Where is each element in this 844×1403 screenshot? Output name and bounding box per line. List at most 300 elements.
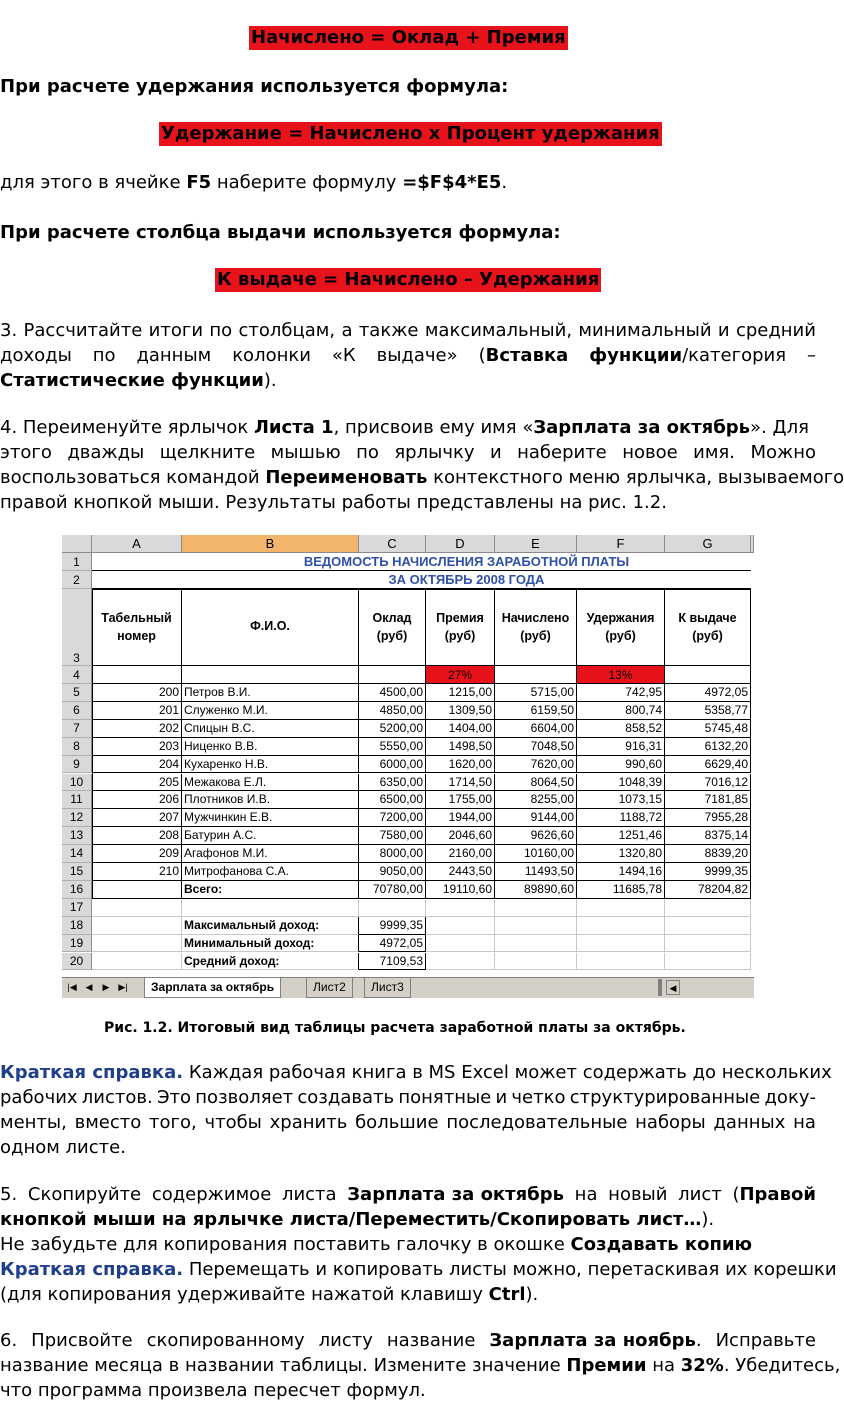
word: понятные <box>398 1087 492 1108</box>
value-cell[interactable]: 9999,35 <box>665 863 751 881</box>
table-top-border <box>92 589 751 590</box>
word: щелкните <box>159 442 256 463</box>
stat-label-cell[interactable]: Средний доход: <box>182 953 359 971</box>
row-header-5[interactable]: 5 <box>62 684 92 702</box>
step6-line1 <box>0 1328 816 1353</box>
word: доку- <box>764 1087 816 1108</box>
value-cell[interactable]: 208 <box>92 827 182 845</box>
word: доходы <box>0 345 72 366</box>
row-header-15[interactable]: 15 <box>62 863 92 881</box>
column-header-c[interactable]: C <box>359 535 426 553</box>
row-header-20[interactable]: 20 <box>62 953 92 971</box>
word: и <box>495 1087 508 1108</box>
row-header-11[interactable]: 11 <box>62 791 92 809</box>
value-cell[interactable]: 1498,50 <box>426 738 495 756</box>
value-cell[interactable]: 5358,77 <box>665 702 751 720</box>
step4-line4: правой кнопкой мыши. Результаты работы представлены на рис. 1.2. <box>0 492 667 513</box>
row-header-18[interactable]: 18 <box>62 917 92 935</box>
column-header-d[interactable]: D <box>426 535 495 553</box>
value-cell[interactable]: 8064,50 <box>495 774 577 792</box>
column-header-g[interactable]: G <box>665 535 751 553</box>
bold-word: Ctrl <box>488 1284 526 1305</box>
cell[interactable] <box>92 571 182 589</box>
word: четко <box>511 1087 566 1108</box>
value-cell[interactable]: 5715,00 <box>495 684 577 702</box>
cell[interactable] <box>92 917 182 935</box>
step4-line1 <box>0 415 816 440</box>
value-cell[interactable]: 1309,50 <box>426 702 495 720</box>
row-header-9[interactable]: 9 <box>62 756 92 774</box>
row-header-1[interactable]: 1 <box>62 553 92 571</box>
cell[interactable] <box>92 881 182 899</box>
text: . Убедитесь, <box>723 1355 841 1376</box>
value-cell[interactable]: 210 <box>92 863 182 881</box>
word: позволяет <box>195 1087 294 1108</box>
word: Это <box>156 1087 192 1108</box>
word: чтобы <box>204 1112 262 1133</box>
value-cell[interactable]: 8839,20 <box>665 845 751 863</box>
value-cell[interactable]: 1188,72 <box>577 809 665 827</box>
word: имя. <box>693 442 735 463</box>
header-line: К выдаче <box>678 611 737 625</box>
word: новое <box>622 442 678 463</box>
bold-word: 32% <box>680 1355 724 1376</box>
step5-line1 <box>0 1182 816 1207</box>
scroll-left-icon[interactable]: ◀ <box>666 980 680 995</box>
word: листа <box>281 1184 337 1205</box>
row-header-6[interactable]: 6 <box>62 702 92 720</box>
cell[interactable] <box>577 899 665 917</box>
word: а <box>341 320 353 341</box>
employee-name-cell[interactable]: Агафонов М.И. <box>182 845 359 863</box>
value-cell[interactable]: 207 <box>92 809 182 827</box>
heading-payout-formula: При расчете столбца выдачи используется формула: <box>0 222 561 243</box>
value-cell[interactable]: 4850,00 <box>359 702 426 720</box>
step4-line2 <box>0 440 816 465</box>
bold-word: Правой <box>739 1184 816 1205</box>
column-title-f[interactable] <box>577 589 665 666</box>
table-left-border <box>92 589 93 899</box>
value-cell[interactable]: 1215,00 <box>426 684 495 702</box>
value-cell[interactable]: 6604,00 <box>495 720 577 738</box>
word: и <box>489 442 502 463</box>
total-value-cell[interactable]: 11685,78 <box>577 881 665 899</box>
value-cell[interactable]: 5200,00 <box>359 720 426 738</box>
formula-accrued-banner: Начислено = Оклад + Премия <box>251 27 566 48</box>
text: название месяца в названии таблицы. Измените значение <box>0 1355 567 1376</box>
row-header-12[interactable]: 12 <box>62 809 92 827</box>
cell[interactable] <box>495 666 577 684</box>
sheet-title[interactable]: ВЕДОМОСТЬ НАЧИСЛЕНИЯ ЗАРАБОТНОЙ ПЛАТЫ <box>182 553 751 571</box>
bold-phrase: Листа 1 <box>253 417 334 438</box>
word: максимальный, <box>424 320 573 341</box>
word: Скопируйте <box>27 1184 142 1205</box>
text: , присвоив ему имя « <box>333 417 534 438</box>
word: данным <box>136 345 212 366</box>
column-header-a[interactable]: A <box>92 535 182 553</box>
word: минимальный <box>578 320 712 341</box>
value-cell[interactable]: 1944,00 <box>426 809 495 827</box>
value-cell[interactable]: 1620,00 <box>426 756 495 774</box>
value-cell[interactable]: 7955,28 <box>665 809 751 827</box>
value-cell[interactable]: 11493,50 <box>495 863 577 881</box>
row-header-3[interactable]: 3 <box>62 589 92 666</box>
word: хранить <box>269 1112 348 1133</box>
word <box>589 343 786 368</box>
note1-paragraph <box>0 1060 832 1160</box>
word: дважды <box>67 442 145 463</box>
word: листов. <box>81 1087 153 1108</box>
word: содержимое <box>151 1184 272 1205</box>
value-cell[interactable]: 206 <box>92 791 182 809</box>
employee-name-cell[interactable]: Межакова Е.Л. <box>182 774 359 792</box>
column-header-h[interactable] <box>751 535 754 553</box>
cell[interactable] <box>426 899 495 917</box>
text: Перемещать и копировать листы можно, перетаскивая их корешки <box>183 1259 837 1280</box>
row-header-2[interactable]: 2 <box>62 571 92 589</box>
value-cell[interactable]: 6000,00 <box>359 756 426 774</box>
word: по <box>92 345 116 366</box>
word: менты, <box>0 1112 67 1133</box>
tab-sheet2[interactable]: Лист2 <box>306 978 353 998</box>
value-cell[interactable]: 1714,50 <box>426 774 495 792</box>
column-title-c[interactable] <box>359 589 426 666</box>
word: ярлычку <box>394 442 475 463</box>
value-cell[interactable]: 1755,00 <box>426 791 495 809</box>
first-sheet-icon[interactable]: |◀ <box>67 982 77 992</box>
word: название <box>386 1330 476 1351</box>
header-line: (руб) <box>520 629 551 643</box>
employee-name-cell[interactable]: Спицын В.С. <box>182 720 359 738</box>
stat-value-cell[interactable]: 4972,05 <box>359 935 426 953</box>
step5-line3 <box>0 1232 816 1257</box>
text: Не забудьте для копирования поставить галочку в окошке <box>0 1234 571 1255</box>
cell[interactable] <box>665 935 751 953</box>
total-value-cell[interactable]: 89890,60 <box>495 881 577 899</box>
word: итоги <box>148 320 204 341</box>
paren: ( <box>478 345 486 366</box>
stat-value-cell[interactable]: 7109,53 <box>359 953 426 971</box>
word <box>479 343 569 368</box>
row-header-17[interactable]: 17 <box>62 899 92 917</box>
text: (для копирования удерживайте нажатой клавишу <box>0 1284 489 1305</box>
note1-line2 <box>0 1085 816 1110</box>
bold-word: Вставка <box>485 345 569 366</box>
column-title-g[interactable] <box>665 589 751 666</box>
note2-line2 <box>0 1282 816 1307</box>
word: 5. <box>0 1184 18 1205</box>
word: этого <box>0 442 52 463</box>
value-cell[interactable]: 9626,60 <box>495 827 577 845</box>
step5-paragraph <box>0 1182 837 1307</box>
value-cell[interactable]: 800,74 <box>577 702 665 720</box>
header-line: (руб) <box>692 629 723 643</box>
row-header-8[interactable]: 8 <box>62 738 92 756</box>
value-cell[interactable]: 858,52 <box>577 720 665 738</box>
value-cell[interactable]: 6159,50 <box>495 702 577 720</box>
heading-withhold-formula: При расчете удержания используется формула: <box>0 76 509 97</box>
value-cell[interactable]: 8255,00 <box>495 791 577 809</box>
row-header-4[interactable]: 4 <box>62 666 92 684</box>
header-line: Табельный <box>101 611 172 625</box>
employee-name-cell[interactable]: Петров В.И. <box>182 684 359 702</box>
cell-instruction <box>0 172 507 193</box>
stat-label-cell[interactable]: Максимальный доход: <box>182 917 359 935</box>
value-cell[interactable]: 2443,50 <box>426 863 495 881</box>
step4-line3 <box>0 465 844 490</box>
word-rest: /категория <box>682 345 787 366</box>
step6-line3: что программа произвела пересчет формул. <box>0 1380 426 1401</box>
value-cell[interactable]: 6629,40 <box>665 756 751 774</box>
word: столбцам, <box>238 320 336 341</box>
tab-split-handle[interactable] <box>658 979 662 996</box>
column-header-e[interactable]: E <box>495 535 577 553</box>
header-line: (руб) <box>444 629 476 643</box>
step5-line2 <box>0 1207 816 1232</box>
cell[interactable] <box>92 899 182 917</box>
cell[interactable] <box>577 953 665 971</box>
column-title-a[interactable] <box>92 589 182 666</box>
row-header-13[interactable]: 13 <box>62 827 92 845</box>
value-cell[interactable]: 203 <box>92 738 182 756</box>
value-cell[interactable]: 200 <box>92 684 182 702</box>
value-cell[interactable]: 1320,80 <box>577 845 665 863</box>
value-cell[interactable]: 8000,00 <box>359 845 426 863</box>
sheet-subtitle[interactable]: ЗА ОКТЯБРЬ 2008 ГОДА <box>182 571 751 589</box>
word: 6. <box>0 1330 18 1351</box>
word: рабочих <box>0 1087 78 1108</box>
value-cell[interactable]: 4972,05 <box>665 684 751 702</box>
column-header-b[interactable]: B <box>182 535 359 553</box>
formula-text: =$F$4*E5 <box>402 172 502 193</box>
header-line: Премия <box>436 611 484 625</box>
value-cell[interactable]: 1251,46 <box>577 827 665 845</box>
tab-sheet3[interactable]: Лист3 <box>364 978 411 998</box>
step6-paragraph <box>0 1328 841 1403</box>
value-cell[interactable]: 202 <box>92 720 182 738</box>
row-header-14[interactable]: 14 <box>62 845 92 863</box>
cell[interactable] <box>495 917 577 935</box>
cell[interactable] <box>665 953 751 971</box>
text: 4. Переименуйте ярлычок <box>0 417 254 438</box>
row-header-10[interactable]: 10 <box>62 774 92 792</box>
word: лист <box>678 1184 722 1205</box>
word: и <box>717 320 730 341</box>
word <box>489 1328 701 1353</box>
value-cell[interactable]: 2046,60 <box>426 827 495 845</box>
value-cell[interactable]: 7200,00 <box>359 809 426 827</box>
total-value-cell[interactable]: 70780,00 <box>359 881 426 899</box>
row-header-16[interactable]: 16 <box>62 881 92 899</box>
value-cell[interactable]: 4500,00 <box>359 684 426 702</box>
value-cell[interactable]: 6132,20 <box>665 738 751 756</box>
header-line: Удержания <box>586 611 655 625</box>
value-cell[interactable]: 1073,15 <box>577 791 665 809</box>
text: для этого в ячейке <box>0 172 187 193</box>
employee-name-cell[interactable]: Ниценко В.В. <box>182 738 359 756</box>
employee-name-cell[interactable]: Мужчинкин Е.В. <box>182 809 359 827</box>
value-cell[interactable]: 5550,00 <box>359 738 426 756</box>
word: наборы <box>635 1112 706 1133</box>
employee-name-cell[interactable]: Кухаренко Н.В. <box>182 756 359 774</box>
header-line: Ф.И.О. <box>250 619 290 633</box>
cell[interactable] <box>577 935 665 953</box>
last-sheet-icon[interactable]: ▶| <box>118 982 128 992</box>
value-cell[interactable]: 8375,14 <box>665 827 751 845</box>
word: – <box>806 345 816 366</box>
note1-line4: одном листе. <box>0 1137 126 1158</box>
cell[interactable] <box>92 953 182 971</box>
row-header-19[interactable]: 19 <box>62 935 92 953</box>
cell[interactable] <box>495 953 577 971</box>
employee-name-cell[interactable]: Митрофанова С.А. <box>182 863 359 881</box>
word: большие <box>355 1112 439 1133</box>
word: 3. <box>0 320 18 341</box>
word: наберите <box>517 442 607 463</box>
value-cell[interactable]: 742,95 <box>577 684 665 702</box>
withhold-percent-cell[interactable]: 13% <box>577 666 665 684</box>
value-cell[interactable]: 7620,00 <box>495 756 577 774</box>
text: воспользоваться командой <box>0 467 266 488</box>
word: Можно <box>750 442 816 463</box>
formula-payout-banner: К выдаче = Начислено – Удержания <box>217 269 600 290</box>
cell[interactable] <box>495 899 577 917</box>
cell[interactable] <box>495 935 577 953</box>
text: . <box>695 1330 702 1351</box>
total-value-cell[interactable]: 19110,60 <box>426 881 495 899</box>
header-line: Начислено <box>501 611 570 625</box>
bold-phrase: Статистические функции <box>0 370 264 391</box>
bold-phrase: Зарплата за октябрь <box>347 1184 564 1205</box>
step6-line2 <box>0 1353 841 1378</box>
value-cell[interactable]: 9050,00 <box>359 863 426 881</box>
value-cell[interactable]: 1048,39 <box>577 774 665 792</box>
note-label: Краткая справка. <box>0 1062 184 1083</box>
word: того, <box>149 1112 197 1133</box>
word <box>732 1182 816 1207</box>
sheet-tabs-bar <box>62 977 754 998</box>
stat-label-cell[interactable]: Минимальный доход: <box>182 935 359 953</box>
column-title-e[interactable] <box>495 589 577 666</box>
word: скопированному <box>146 1330 305 1351</box>
word: на <box>793 1112 816 1133</box>
bold-phrase: Зарплата за ноябрь <box>489 1330 696 1351</box>
bold-phrase: Создавать копию <box>570 1234 753 1255</box>
select-all-corner[interactable] <box>62 535 92 553</box>
value-cell[interactable]: 5745,48 <box>665 720 751 738</box>
value-cell[interactable]: 6500,00 <box>359 791 426 809</box>
step3-paragraph <box>0 318 816 393</box>
word: данных <box>713 1112 786 1133</box>
value-cell[interactable]: 990,60 <box>577 756 665 774</box>
row-header-7[interactable]: 7 <box>62 720 92 738</box>
word: также <box>358 320 419 341</box>
cell[interactable] <box>92 666 182 684</box>
text: ). <box>701 1209 715 1230</box>
cell[interactable] <box>426 935 495 953</box>
column-title-b[interactable] <box>182 589 359 666</box>
cell[interactable] <box>665 666 751 684</box>
next-sheet-icon[interactable]: ▶ <box>102 982 110 992</box>
note-label: Краткая справка. <box>0 1259 184 1280</box>
cell[interactable] <box>577 917 665 935</box>
cell[interactable] <box>359 899 426 917</box>
value-cell[interactable]: 7181,85 <box>665 791 751 809</box>
stat-value-cell[interactable]: 9999,35 <box>359 917 426 935</box>
value-cell[interactable]: 7580,00 <box>359 827 426 845</box>
value-cell[interactable]: 209 <box>92 845 182 863</box>
value-cell[interactable]: 2160,00 <box>426 845 495 863</box>
header-line: номер <box>117 629 156 643</box>
word: по <box>209 320 233 341</box>
cell[interactable] <box>426 953 495 971</box>
value-cell[interactable]: 1404,00 <box>426 720 495 738</box>
text: ». Для <box>750 417 809 438</box>
value-cell[interactable]: 10160,00 <box>495 845 577 863</box>
tab-salary-october[interactable]: Зарплата за октябрь <box>144 978 281 998</box>
word: на <box>574 1184 598 1205</box>
total-label-cell[interactable]: Всего: <box>182 881 359 899</box>
bonus-percent-cell[interactable]: 27% <box>426 666 495 684</box>
bold-phrase: Зарплата за октябрь <box>533 417 751 438</box>
cell[interactable] <box>665 899 751 917</box>
value-cell[interactable]: 205 <box>92 774 182 792</box>
paren: ( <box>732 1184 740 1205</box>
cell[interactable] <box>182 666 359 684</box>
word: выдаче» <box>376 345 458 366</box>
value-cell[interactable]: 6350,00 <box>359 774 426 792</box>
value-cell[interactable]: 7016,12 <box>665 774 751 792</box>
cell[interactable] <box>92 935 182 953</box>
step3-line1 <box>0 318 816 343</box>
cell[interactable] <box>665 917 751 935</box>
prev-sheet-icon[interactable]: ◀ <box>85 982 93 992</box>
employee-name-cell[interactable]: Служенко М.И. <box>182 702 359 720</box>
word: Присвойте <box>31 1330 133 1351</box>
column-header-f[interactable]: F <box>577 535 665 553</box>
value-cell[interactable]: 7048,50 <box>495 738 577 756</box>
value-cell[interactable]: 916,31 <box>577 738 665 756</box>
word: Рассчитайте <box>23 320 143 341</box>
note1-line1 <box>0 1060 832 1085</box>
header-line: (руб) <box>605 629 636 643</box>
word: создавать <box>297 1087 395 1108</box>
figure-caption: Рис. 1.2. Итоговый вид таблицы расчета заработной платы за октябрь. <box>104 1020 686 1036</box>
employee-name-cell[interactable]: Батурин А.С. <box>182 827 359 845</box>
step3-line2 <box>0 343 816 368</box>
text: на <box>646 1355 681 1376</box>
value-cell[interactable]: 204 <box>92 756 182 774</box>
total-value-cell[interactable]: 78204,82 <box>665 881 751 899</box>
bold-word: Премии <box>566 1355 647 1376</box>
word: структурированные <box>569 1087 761 1108</box>
value-cell[interactable]: 201 <box>92 702 182 720</box>
step3-line3 <box>0 368 816 393</box>
cell[interactable] <box>182 899 359 917</box>
employee-name-cell[interactable]: Плотников И.В. <box>182 791 359 809</box>
cell[interactable] <box>92 553 182 571</box>
word: последовательные <box>446 1112 628 1133</box>
bold-phrase: кнопкой мыши на ярлычке листа/Переместить/Скопировать лист… <box>0 1209 702 1230</box>
column-title-d[interactable] <box>426 589 495 666</box>
value-cell[interactable]: 9144,00 <box>495 809 577 827</box>
word: средний <box>735 320 816 341</box>
word: Исправьте <box>715 1330 816 1351</box>
cell[interactable] <box>426 917 495 935</box>
bold-phrase: Переименовать <box>265 467 428 488</box>
cell[interactable] <box>359 666 426 684</box>
value-cell[interactable]: 1494,16 <box>577 863 665 881</box>
